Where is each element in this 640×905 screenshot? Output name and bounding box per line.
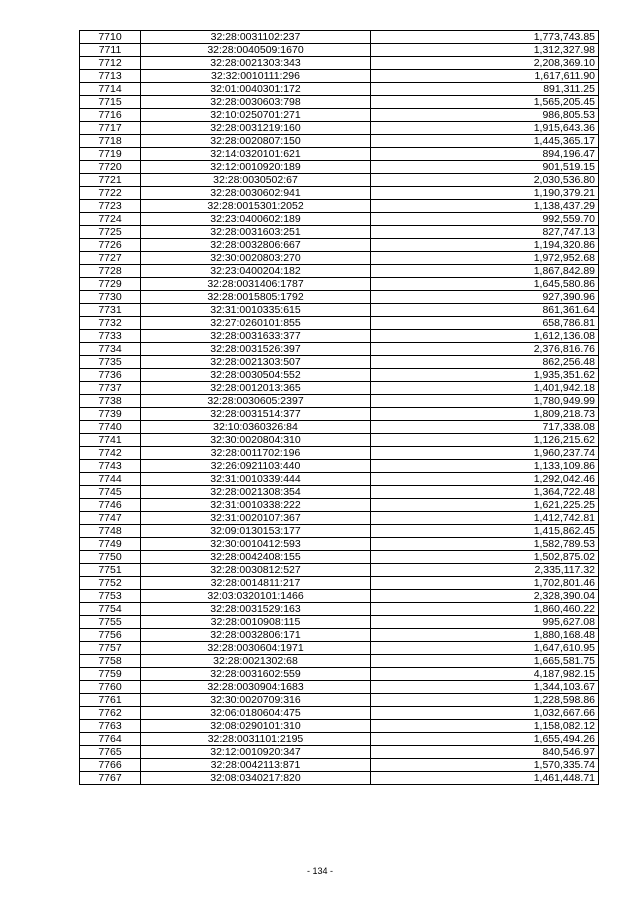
row-number-cell: 7720: [80, 161, 141, 174]
table-row: [80, 239, 599, 252]
cadastral-value-cell: 1,780,949.99: [371, 395, 599, 408]
cadastral-value-cell: 1,190,379.21: [371, 187, 599, 200]
cadastral-value-cell: 1,445,365.17: [371, 135, 599, 148]
cadastral-number-cell: 32:28:0015805:1792: [141, 291, 371, 304]
cadastral-number-cell: 32:28:0014811:217: [141, 577, 371, 590]
cadastral-number-cell: 32:30:0010412:593: [141, 538, 371, 551]
cadastral-value-cell: 658,786.81: [371, 317, 599, 330]
cadastral-value-cell: 1,461,448.71: [371, 772, 599, 785]
table-row: [80, 187, 599, 200]
cadastral-number-cell: 32:31:0020107:367: [141, 512, 371, 525]
cadastral-value-cell: 1,935,351.62: [371, 369, 599, 382]
cadastral-number-cell: 32:28:0020807:150: [141, 135, 371, 148]
table-row: [80, 395, 599, 408]
cadastral-value-cell: 1,032,667.66: [371, 707, 599, 720]
cadastral-value-cell: 1,565,205.45: [371, 96, 599, 109]
cadastral-number-cell: 32:28:0031219:160: [141, 122, 371, 135]
row-number-cell: 7766: [80, 759, 141, 772]
row-number-cell: 7734: [80, 343, 141, 356]
cadastral-number-cell: 32:28:0031529:163: [141, 603, 371, 616]
cadastral-value-cell: 2,376,816.76: [371, 343, 599, 356]
row-number-cell: 7748: [80, 525, 141, 538]
row-number-cell: 7723: [80, 200, 141, 213]
cadastral-value-cell: 1,655,494.26: [371, 733, 599, 746]
cadastral-value-cell: 1,645,580.86: [371, 278, 599, 291]
cadastral-value-cell: 995,627.08: [371, 616, 599, 629]
cadastral-number-cell: 32:28:0021302:68: [141, 655, 371, 668]
cadastral-number-cell: 32:28:0030605:2397: [141, 395, 371, 408]
cadastral-value-cell: 1,133,109.86: [371, 460, 599, 473]
table-row: [80, 707, 599, 720]
row-number-cell: 7718: [80, 135, 141, 148]
cadastral-value-cell: 1,665,581.75: [371, 655, 599, 668]
table-body: [80, 31, 599, 785]
row-number-cell: 7744: [80, 473, 141, 486]
row-number-cell: 7724: [80, 213, 141, 226]
table-row: [80, 278, 599, 291]
row-number-cell: 7743: [80, 460, 141, 473]
cadastral-number-cell: 32:28:0042408:155: [141, 551, 371, 564]
table-row: [80, 57, 599, 70]
table-row: [80, 759, 599, 772]
cadastral-number-cell: 32:28:0030904:1683: [141, 681, 371, 694]
cadastral-number-cell: 32:28:0031633:377: [141, 330, 371, 343]
table-row: [80, 148, 599, 161]
row-number-cell: 7750: [80, 551, 141, 564]
row-number-cell: 7728: [80, 265, 141, 278]
row-number-cell: 7753: [80, 590, 141, 603]
table-row: [80, 486, 599, 499]
table-row: [80, 109, 599, 122]
cadastral-number-cell: 32:32:0010111:296: [141, 70, 371, 83]
cadastral-value-cell: 1,867,842.89: [371, 265, 599, 278]
row-number-cell: 7755: [80, 616, 141, 629]
cadastral-value-cell: 1,415,862.45: [371, 525, 599, 538]
row-number-cell: 7736: [80, 369, 141, 382]
row-number-cell: 7731: [80, 304, 141, 317]
cadastral-value-cell: 717,338.08: [371, 421, 599, 434]
cadastral-number-cell: 32:31:0010338:222: [141, 499, 371, 512]
row-number-cell: 7732: [80, 317, 141, 330]
cadastral-number-cell: 32:28:0021308:354: [141, 486, 371, 499]
table-row: [80, 590, 599, 603]
cadastral-value-cell: 1,158,082.12: [371, 720, 599, 733]
cadastral-number-cell: 32:28:0021303:507: [141, 356, 371, 369]
row-number-cell: 7759: [80, 668, 141, 681]
row-number-cell: 7760: [80, 681, 141, 694]
table-row: [80, 434, 599, 447]
cadastral-value-cell: 1,292,042.46: [371, 473, 599, 486]
cadastral-number-cell: 32:08:0340217:820: [141, 772, 371, 785]
table-row: [80, 694, 599, 707]
table-row: [80, 551, 599, 564]
cadastral-value-cell: 1,138,437.29: [371, 200, 599, 213]
cadastral-value-cell: 986,805.53: [371, 109, 599, 122]
cadastral-number-cell: 32:28:0031406:1787: [141, 278, 371, 291]
cadastral-number-cell: 32:23:0400204:182: [141, 265, 371, 278]
cadastral-number-cell: 32:28:0015301:2052: [141, 200, 371, 213]
cadastral-value-cell: 1,880,168.48: [371, 629, 599, 642]
table-row: [80, 343, 599, 356]
cadastral-value-cell: 2,335,117.32: [371, 564, 599, 577]
cadastral-value-cell: 1,570,335.74: [371, 759, 599, 772]
row-number-cell: 7763: [80, 720, 141, 733]
table-row: [80, 291, 599, 304]
table-row: [80, 655, 599, 668]
row-number-cell: 7711: [80, 44, 141, 57]
row-number-cell: 7737: [80, 382, 141, 395]
row-number-cell: 7730: [80, 291, 141, 304]
row-number-cell: 7751: [80, 564, 141, 577]
table-row: [80, 629, 599, 642]
table-row: [80, 564, 599, 577]
cadastral-value-cell: 1,364,722.48: [371, 486, 599, 499]
cadastral-number-cell: 32:28:0030812:527: [141, 564, 371, 577]
table-row: [80, 317, 599, 330]
row-number-cell: 7745: [80, 486, 141, 499]
table-row: [80, 525, 599, 538]
cadastral-number-cell: 32:26:0921103:440: [141, 460, 371, 473]
cadastral-number-cell: 32:28:0012013:365: [141, 382, 371, 395]
table-row: [80, 616, 599, 629]
table-row: [80, 213, 599, 226]
cadastral-number-cell: 32:28:0032806:667: [141, 239, 371, 252]
table-row: [80, 720, 599, 733]
cadastral-number-cell: 32:28:0010908:115: [141, 616, 371, 629]
cadastral-value-cell: 891,311.25: [371, 83, 599, 96]
table-row: [80, 642, 599, 655]
table-row: [80, 96, 599, 109]
cadastral-number-cell: 32:31:0010339:444: [141, 473, 371, 486]
table-row: [80, 382, 599, 395]
cadastral-number-cell: 32:12:0010920:347: [141, 746, 371, 759]
row-number-cell: 7721: [80, 174, 141, 187]
row-number-cell: 7725: [80, 226, 141, 239]
table-row: [80, 31, 599, 44]
cadastral-number-cell: 32:28:0031526:397: [141, 343, 371, 356]
cadastral-value-cell: 1,702,801.46: [371, 577, 599, 590]
row-number-cell: 7767: [80, 772, 141, 785]
cadastral-number-cell: 32:28:0040509:1670: [141, 44, 371, 57]
cadastral-value-cell: 1,582,789.53: [371, 538, 599, 551]
row-number-cell: 7762: [80, 707, 141, 720]
cadastral-number-cell: 32:08:0290101:310: [141, 720, 371, 733]
row-number-cell: 7747: [80, 512, 141, 525]
cadastral-number-cell: 32:30:0020803:270: [141, 252, 371, 265]
row-number-cell: 7716: [80, 109, 141, 122]
cadastral-value-cell: 1,312,327.98: [371, 44, 599, 57]
cadastral-value-cell: 840,546.97: [371, 746, 599, 759]
row-number-cell: 7735: [80, 356, 141, 369]
cadastral-value-cell: 1,773,743.85: [371, 31, 599, 44]
table-row: [80, 733, 599, 746]
cadastral-number-cell: 32:28:0030502:67: [141, 174, 371, 187]
cadastral-value-cell: 1,972,952.68: [371, 252, 599, 265]
row-number-cell: 7719: [80, 148, 141, 161]
row-number-cell: 7741: [80, 434, 141, 447]
table-row: [80, 473, 599, 486]
row-number-cell: 7749: [80, 538, 141, 551]
cadastral-value-cell: 1,412,742.81: [371, 512, 599, 525]
cadastral-number-cell: 32:28:0030602:941: [141, 187, 371, 200]
row-number-cell: 7713: [80, 70, 141, 83]
table-row: [80, 772, 599, 785]
table-row: [80, 668, 599, 681]
table-row: [80, 499, 599, 512]
cadastral-number-cell: 32:28:0031101:2195: [141, 733, 371, 746]
table-row: [80, 681, 599, 694]
row-number-cell: 7761: [80, 694, 141, 707]
cadastral-value-cell: 1,344,103.67: [371, 681, 599, 694]
cadastral-number-cell: 32:28:0030604:1971: [141, 642, 371, 655]
table-row: [80, 603, 599, 616]
cadastral-value-cell: 1,809,218.73: [371, 408, 599, 421]
cadastral-number-cell: 32:01:0040301:172: [141, 83, 371, 96]
cadastral-number-cell: 32:10:0250701:271: [141, 109, 371, 122]
cadastral-value-cell: 2,208,369.10: [371, 57, 599, 70]
table-row: [80, 460, 599, 473]
row-number-cell: 7757: [80, 642, 141, 655]
cadastral-number-cell: 32:28:0031102:237: [141, 31, 371, 44]
cadastral-number-cell: 32:28:0030504:552: [141, 369, 371, 382]
cadastral-number-cell: 32:28:0011702:196: [141, 447, 371, 460]
table-row: [80, 408, 599, 421]
cadastral-number-cell: 32:10:0360326:84: [141, 421, 371, 434]
table-row: [80, 252, 599, 265]
page-number: - 134 -: [306, 866, 333, 876]
cadastral-number-cell: 32:28:0021303:343: [141, 57, 371, 70]
cadastral-number-cell: 32:28:0031603:251: [141, 226, 371, 239]
table-row: [80, 304, 599, 317]
cadastral-number-cell: 32:28:0030603:798: [141, 96, 371, 109]
table-row: [80, 356, 599, 369]
row-number-cell: 7758: [80, 655, 141, 668]
row-number-cell: 7710: [80, 31, 141, 44]
row-number-cell: 7733: [80, 330, 141, 343]
cadastral-value-cell: 1,621,225.25: [371, 499, 599, 512]
cadastral-number-cell: 32:06:0180604:475: [141, 707, 371, 720]
row-number-cell: 7714: [80, 83, 141, 96]
table-row: [80, 746, 599, 759]
table-row: [80, 512, 599, 525]
row-number-cell: 7754: [80, 603, 141, 616]
cadastral-number-cell: 32:28:0042113:871: [141, 759, 371, 772]
cadastral-number-cell: 32:14:0320101:621: [141, 148, 371, 161]
cadastral-value-cell: 1,860,460.22: [371, 603, 599, 616]
table-row: [80, 161, 599, 174]
cadastral-number-cell: 32:31:0010335:615: [141, 304, 371, 317]
row-number-cell: 7738: [80, 395, 141, 408]
cadastral-value-cell: 1,502,875.02: [371, 551, 599, 564]
table-row: [80, 538, 599, 551]
row-number-cell: 7756: [80, 629, 141, 642]
cadastral-value-cell: 894,196.47: [371, 148, 599, 161]
cadastral-value-cell: 2,030,536.80: [371, 174, 599, 187]
table-row: [80, 200, 599, 213]
row-number-cell: 7752: [80, 577, 141, 590]
cadastral-number-cell: 32:12:0010920:189: [141, 161, 371, 174]
table-row: [80, 44, 599, 57]
cadastral-value-cell: 1,401,942.18: [371, 382, 599, 395]
cadastral-number-cell: 32:30:0020804:310: [141, 434, 371, 447]
table-row: [80, 135, 599, 148]
cadastral-value-cell: 862,256.48: [371, 356, 599, 369]
table-row: [80, 447, 599, 460]
cadastral-value-cell: 1,960,237.74: [371, 447, 599, 460]
cadastral-value-cell: 1,194,320.86: [371, 239, 599, 252]
cadastral-value-cell: 861,361.64: [371, 304, 599, 317]
cadastral-value-cell: 4,187,982.15: [371, 668, 599, 681]
row-number-cell: 7712: [80, 57, 141, 70]
row-number-cell: 7726: [80, 239, 141, 252]
table-row: [80, 421, 599, 434]
table-row: [80, 226, 599, 239]
cadastral-value-cell: 2,328,390.04: [371, 590, 599, 603]
table-row: [80, 83, 599, 96]
cadastral-number-cell: 32:28:0032806:171: [141, 629, 371, 642]
row-number-cell: 7764: [80, 733, 141, 746]
row-number-cell: 7742: [80, 447, 141, 460]
table-row: [80, 577, 599, 590]
row-number-cell: 7739: [80, 408, 141, 421]
cadastral-value-cell: 1,915,643.36: [371, 122, 599, 135]
table-row: [80, 369, 599, 382]
cadastral-number-cell: 32:28:0031514:377: [141, 408, 371, 421]
table-row: [80, 330, 599, 343]
row-number-cell: 7717: [80, 122, 141, 135]
cadastral-value-cell: 827,747.13: [371, 226, 599, 239]
row-number-cell: 7740: [80, 421, 141, 434]
cadastral-value-cell: 992,559.70: [371, 213, 599, 226]
cadastral-number-cell: 32:03:0320101:1466: [141, 590, 371, 603]
cadastral-number-cell: 32:23:0400602:189: [141, 213, 371, 226]
cadastral-value-cell: 927,390.96: [371, 291, 599, 304]
cadastral-value-cell: 901,519.15: [371, 161, 599, 174]
cadastral-number-cell: 32:30:0020709:316: [141, 694, 371, 707]
row-number-cell: 7746: [80, 499, 141, 512]
cadastral-value-cell: 1,647,610.95: [371, 642, 599, 655]
table-row: [80, 122, 599, 135]
row-number-cell: 7722: [80, 187, 141, 200]
row-number-cell: 7727: [80, 252, 141, 265]
cadastral-number-cell: 32:28:0031602:559: [141, 668, 371, 681]
cadastral-value-table: [79, 30, 599, 785]
row-number-cell: 7729: [80, 278, 141, 291]
cadastral-number-cell: 32:09:0130153:177: [141, 525, 371, 538]
table-row: [80, 174, 599, 187]
cadastral-value-cell: 1,126,215.62: [371, 434, 599, 447]
row-number-cell: 7715: [80, 96, 141, 109]
cadastral-number-cell: 32:27:0260101:855: [141, 317, 371, 330]
table-row: [80, 70, 599, 83]
table-row: [80, 265, 599, 278]
row-number-cell: 7765: [80, 746, 141, 759]
cadastral-value-cell: 1,617,611.90: [371, 70, 599, 83]
cadastral-value-cell: 1,612,136.08: [371, 330, 599, 343]
cadastral-value-cell: 1,228,598.86: [371, 694, 599, 707]
